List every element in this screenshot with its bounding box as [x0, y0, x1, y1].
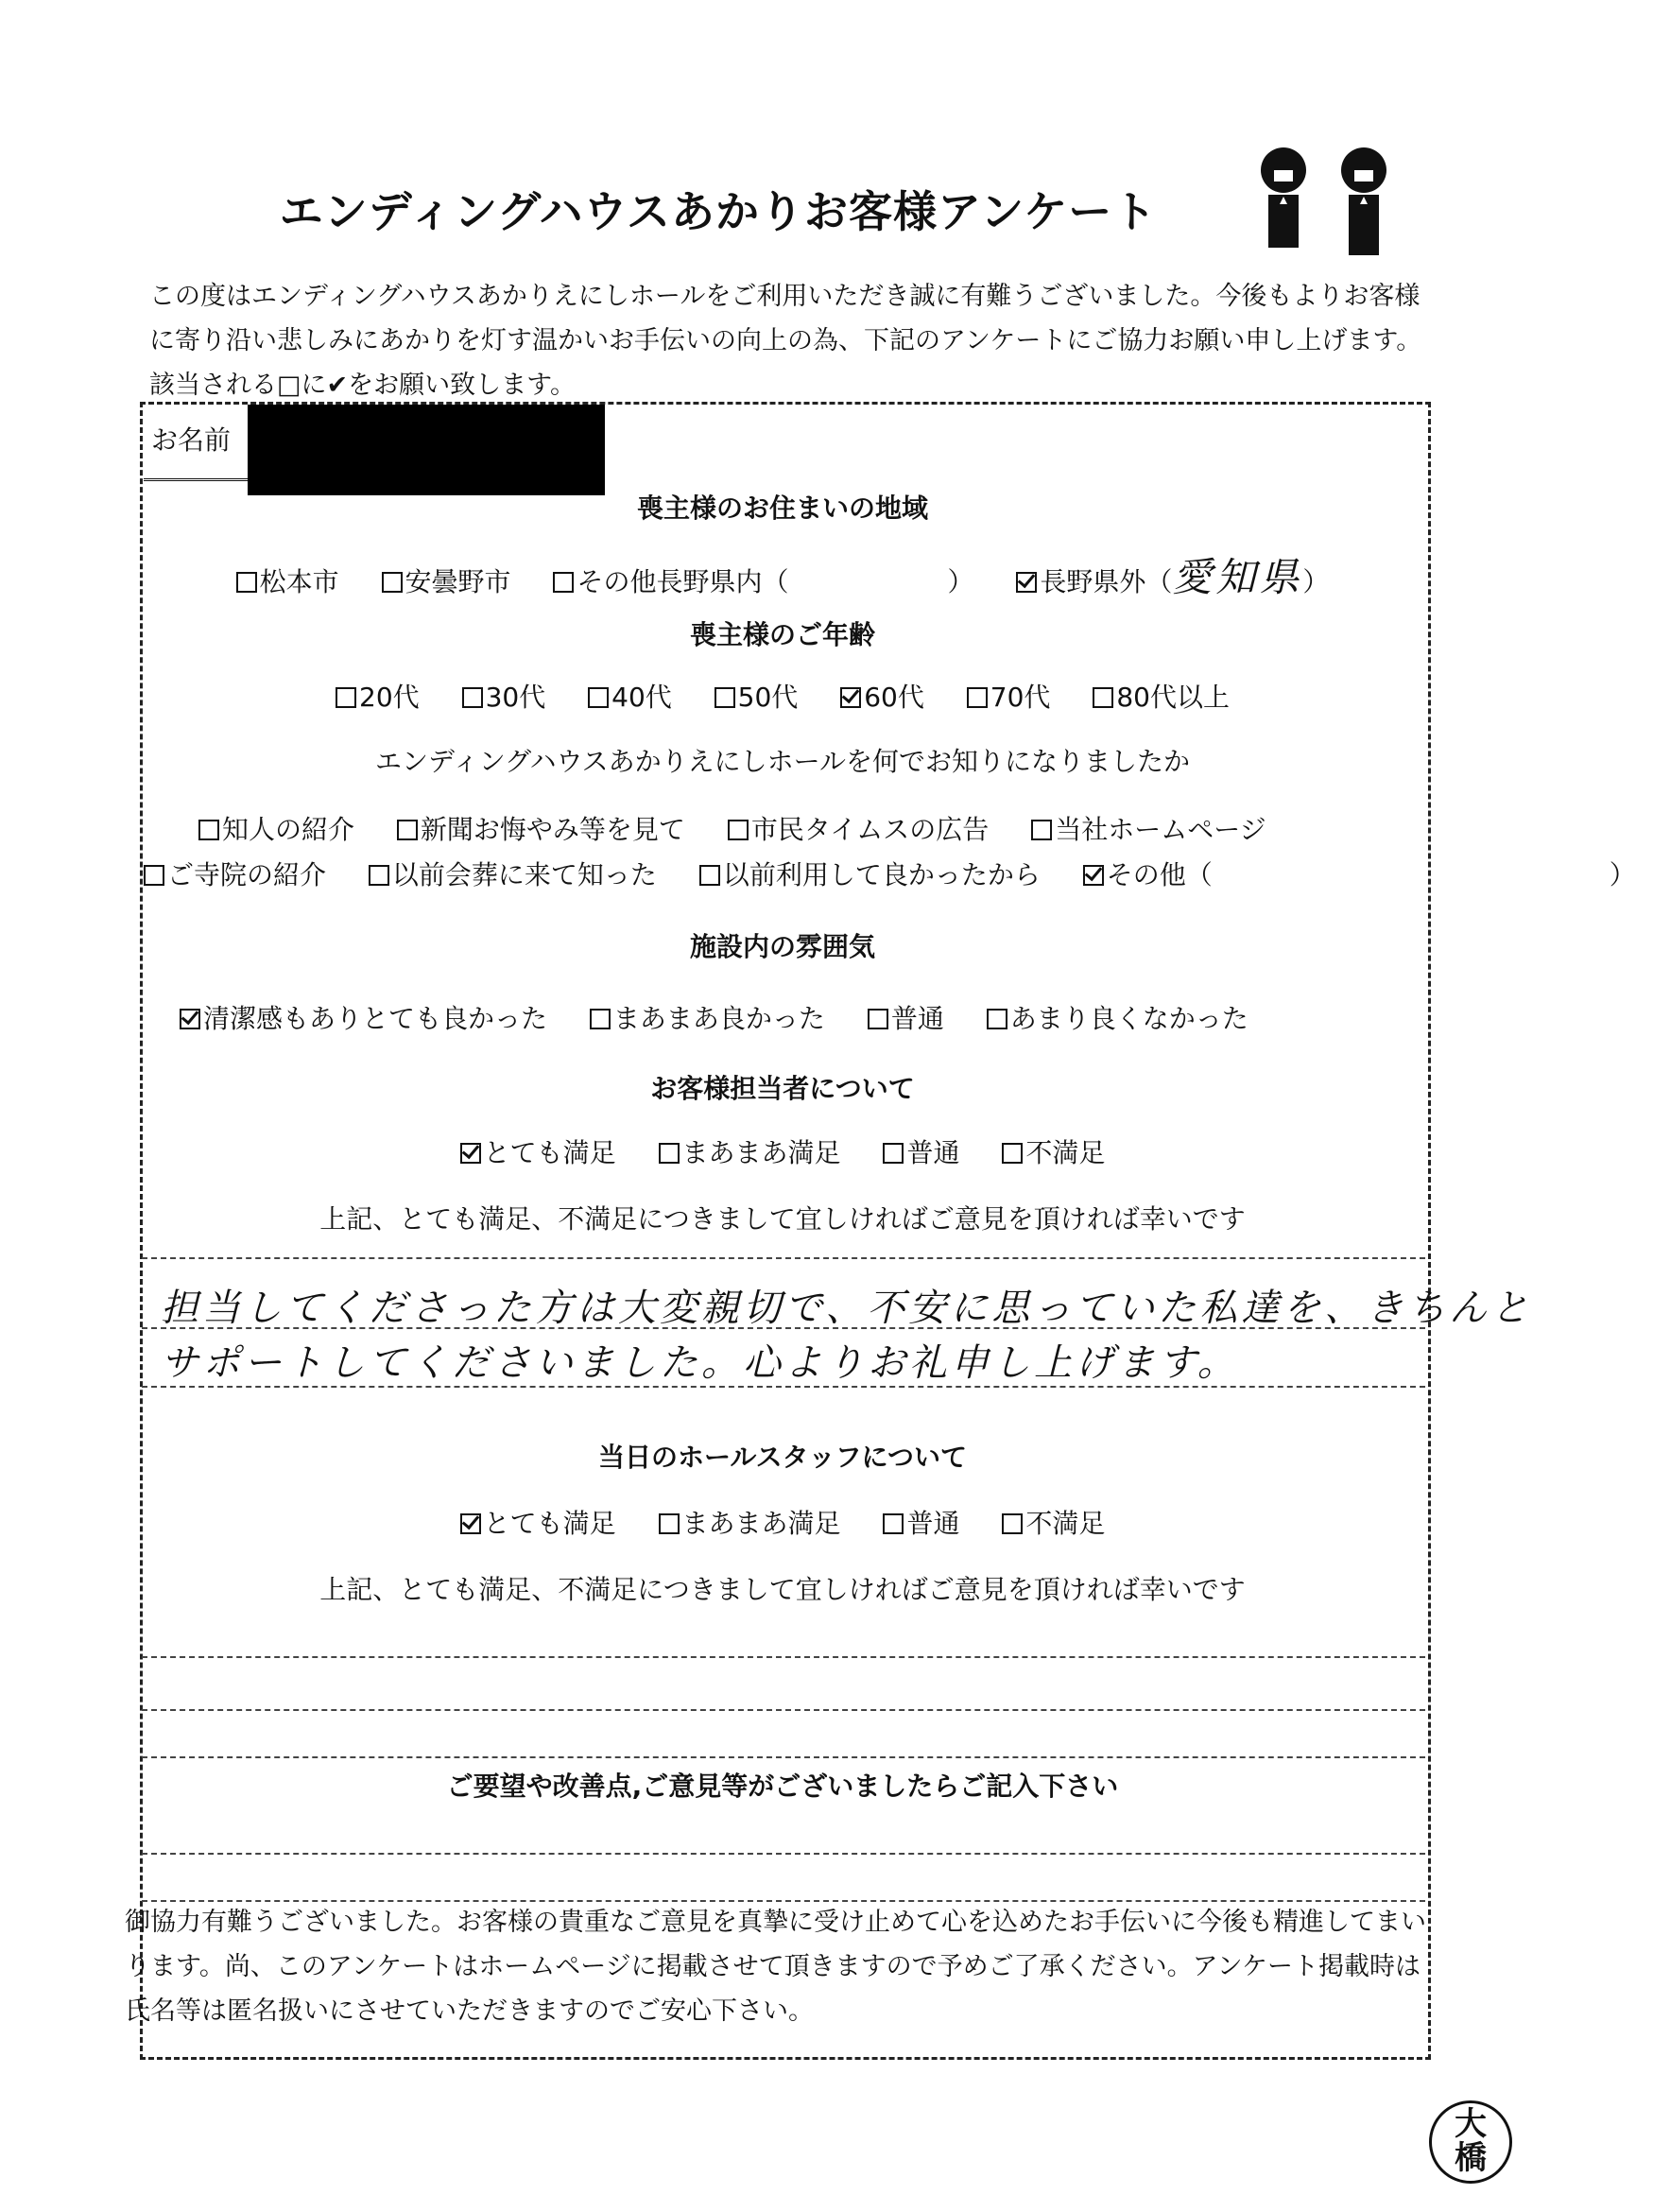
region-heading: 喪主様のお住まいの地域: [636, 493, 928, 524]
name-underline: [144, 478, 248, 481]
source-option-other[interactable]: その他（ ）: [1083, 855, 1636, 892]
age-option-20s[interactable]: 20代: [336, 677, 420, 715]
checkbox[interactable]: [1002, 1513, 1023, 1534]
checkbox[interactable]: [588, 687, 609, 708]
checkbox[interactable]: [236, 572, 257, 593]
checkbox[interactable]: [553, 572, 574, 593]
checkbox-checked[interactable]: [460, 1143, 481, 1164]
atmosphere-option-very-good[interactable]: 清潔感もありとても良かった: [180, 998, 547, 1036]
age-option-70s[interactable]: 70代: [967, 677, 1051, 715]
name-label: お名前: [151, 424, 232, 456]
atmosphere-option-fair[interactable]: まあまあ良かった: [590, 998, 825, 1036]
requests-heading: ご要望や改善点,ご意見等がございましたらご記入下さい: [446, 1771, 1119, 1802]
checkbox[interactable]: [699, 865, 720, 886]
checkbox[interactable]: [868, 1009, 888, 1029]
checkbox[interactable]: [590, 1009, 611, 1029]
staff-option-very-satisfied[interactable]: とても満足: [460, 1132, 616, 1170]
hall-staff-option-dissatisfied[interactable]: 不満足: [1002, 1503, 1105, 1541]
atmosphere-option-not-good[interactable]: あまり良くなかった: [987, 998, 1248, 1036]
intro-text: この度はエンディングハウスあかりえにしホールをご利用いただき誠に有難うございました。今後もよりお客様に寄り沿い悲しみにあかりを灯す温かいお手伝いの向上の為、下記のアンケートにご協力お願い申し上げます。該当される□に✔をお願い致します。: [149, 282, 1422, 400]
checkbox[interactable]: [659, 1143, 680, 1164]
age-option-50s[interactable]: 50代: [715, 677, 799, 715]
source-option-previous-use[interactable]: 以前利用して良かったから: [699, 855, 1041, 892]
source-option-previous-funeral[interactable]: 以前会葬に来て知った: [369, 855, 657, 892]
checkbox[interactable]: [382, 572, 403, 593]
staff-options: [140, 1132, 1425, 1170]
comment-line: [142, 1756, 1425, 1758]
hall-staff-options: [140, 1503, 1425, 1541]
checkbox-checked[interactable]: [460, 1513, 481, 1534]
checkbox[interactable]: [883, 1513, 904, 1534]
handwritten-prefecture: 愛知県: [1172, 554, 1303, 600]
hall-staff-option-average[interactable]: 普通: [883, 1503, 959, 1541]
checkbox-checked[interactable]: [1083, 865, 1104, 886]
checkbox-checked[interactable]: [180, 1009, 200, 1029]
staff-heading: お客様担当者について: [650, 1073, 915, 1104]
staff-option-fairly-satisfied[interactable]: まあまあ満足: [659, 1132, 841, 1170]
hall-staff-option-very-satisfied[interactable]: とても満足: [460, 1503, 616, 1541]
atmosphere-heading: 施設内の雰囲気: [689, 931, 875, 962]
region-option-other-nagano[interactable]: その他長野県内（ ）: [553, 562, 973, 599]
region-options: [140, 546, 1425, 603]
checkbox[interactable]: [883, 1143, 904, 1164]
comment-line: [142, 1386, 1425, 1388]
checkbox-checked[interactable]: [840, 687, 861, 708]
age-heading: 喪主様のご年齢: [689, 619, 875, 650]
checkbox[interactable]: [1002, 1143, 1023, 1164]
hall-staff-heading: 当日のホールスタッフについて: [597, 1442, 968, 1473]
region-option-azumino[interactable]: 安曇野市: [382, 562, 511, 599]
staff-option-dissatisfied[interactable]: 不満足: [1002, 1132, 1105, 1170]
age-option-60s[interactable]: 60代: [840, 677, 924, 715]
closing-text: 御協力有難うございました。お客様の貴重なご意見を真摯に受け止めて心を込めたお手伝いに今後も精進してまいります。尚、このアンケートはホームページに掲載させて頂きますので予めご了承ください。アンケート掲載時は氏名等は匿名扱いにさせていただきますのでご安心下さい。: [125, 1908, 1426, 2026]
stamp-text: 大橋: [1455, 2105, 1487, 2177]
source-heading: エンディングハウスあかりえにしホールを何でお知りになりましたか: [374, 746, 1191, 777]
checkbox[interactable]: [397, 820, 418, 840]
staff-comment-line2: サポートしてくださいました。心よりお礼申し上げます。: [161, 1341, 1239, 1385]
checkbox[interactable]: [659, 1513, 680, 1534]
checkbox[interactable]: [987, 1009, 1007, 1029]
comment-line: [142, 1853, 1425, 1855]
source-options-row2: [144, 855, 1636, 892]
source-options-row1: [198, 809, 1484, 847]
checkbox[interactable]: [336, 687, 356, 708]
source-option-newspaper[interactable]: 新聞お悔やみ等を見て: [397, 809, 685, 847]
source-option-acquaintance[interactable]: 知人の紹介: [198, 809, 354, 847]
name-stamp: [1429, 2100, 1512, 2184]
staff-note: 上記、とても満足、不満足につきまして宜しければご意見を頂ければ幸いです: [319, 1203, 1246, 1235]
checkbox[interactable]: [198, 820, 219, 840]
age-option-80s-plus[interactable]: 80代以上: [1093, 677, 1230, 715]
checkbox[interactable]: [1031, 820, 1052, 840]
comment-line: [142, 1257, 1425, 1259]
comment-line: [142, 1709, 1425, 1711]
name-redaction: [248, 405, 605, 495]
age-option-40s[interactable]: 40代: [588, 677, 672, 715]
checkbox[interactable]: [369, 865, 389, 886]
hall-staff-option-fairly-satisfied[interactable]: まあまあ満足: [659, 1503, 841, 1541]
checkbox[interactable]: [1093, 687, 1113, 708]
comment-line: [142, 1327, 1425, 1329]
source-option-times-ad[interactable]: 市民タイムスの広告: [728, 809, 989, 847]
staff-illustration: [1246, 142, 1406, 265]
staff-option-average[interactable]: 普通: [883, 1132, 959, 1170]
checkbox[interactable]: [967, 687, 988, 708]
age-options: [140, 677, 1425, 715]
checkbox[interactable]: [715, 687, 735, 708]
checkbox[interactable]: [144, 865, 164, 886]
region-option-matsumoto[interactable]: 松本市: [236, 562, 339, 599]
source-option-homepage[interactable]: 当社ホームページ: [1031, 809, 1266, 847]
hall-staff-note: 上記、とても満足、不満足につきまして宜しければご意見を頂ければ幸いです: [319, 1574, 1246, 1605]
region-option-outside-nagano[interactable]: 長野県外（愛知県）: [1016, 546, 1329, 603]
comment-line: [142, 1656, 1425, 1658]
source-option-temple[interactable]: ご寺院の紹介: [144, 855, 326, 892]
checkbox[interactable]: [728, 820, 749, 840]
staff-comment-line1: 担当してくださった方は大変親切で、不安に思っていた私達を、きちんと: [161, 1287, 1533, 1330]
checkbox-checked[interactable]: [1016, 572, 1037, 593]
age-option-30s[interactable]: 30代: [462, 677, 546, 715]
checkbox[interactable]: [462, 687, 483, 708]
atmosphere-option-average[interactable]: 普通: [868, 998, 944, 1036]
atmosphere-options: [180, 998, 1465, 1036]
survey-title: エンディングハウスあかりお客様アンケート: [279, 186, 1158, 237]
